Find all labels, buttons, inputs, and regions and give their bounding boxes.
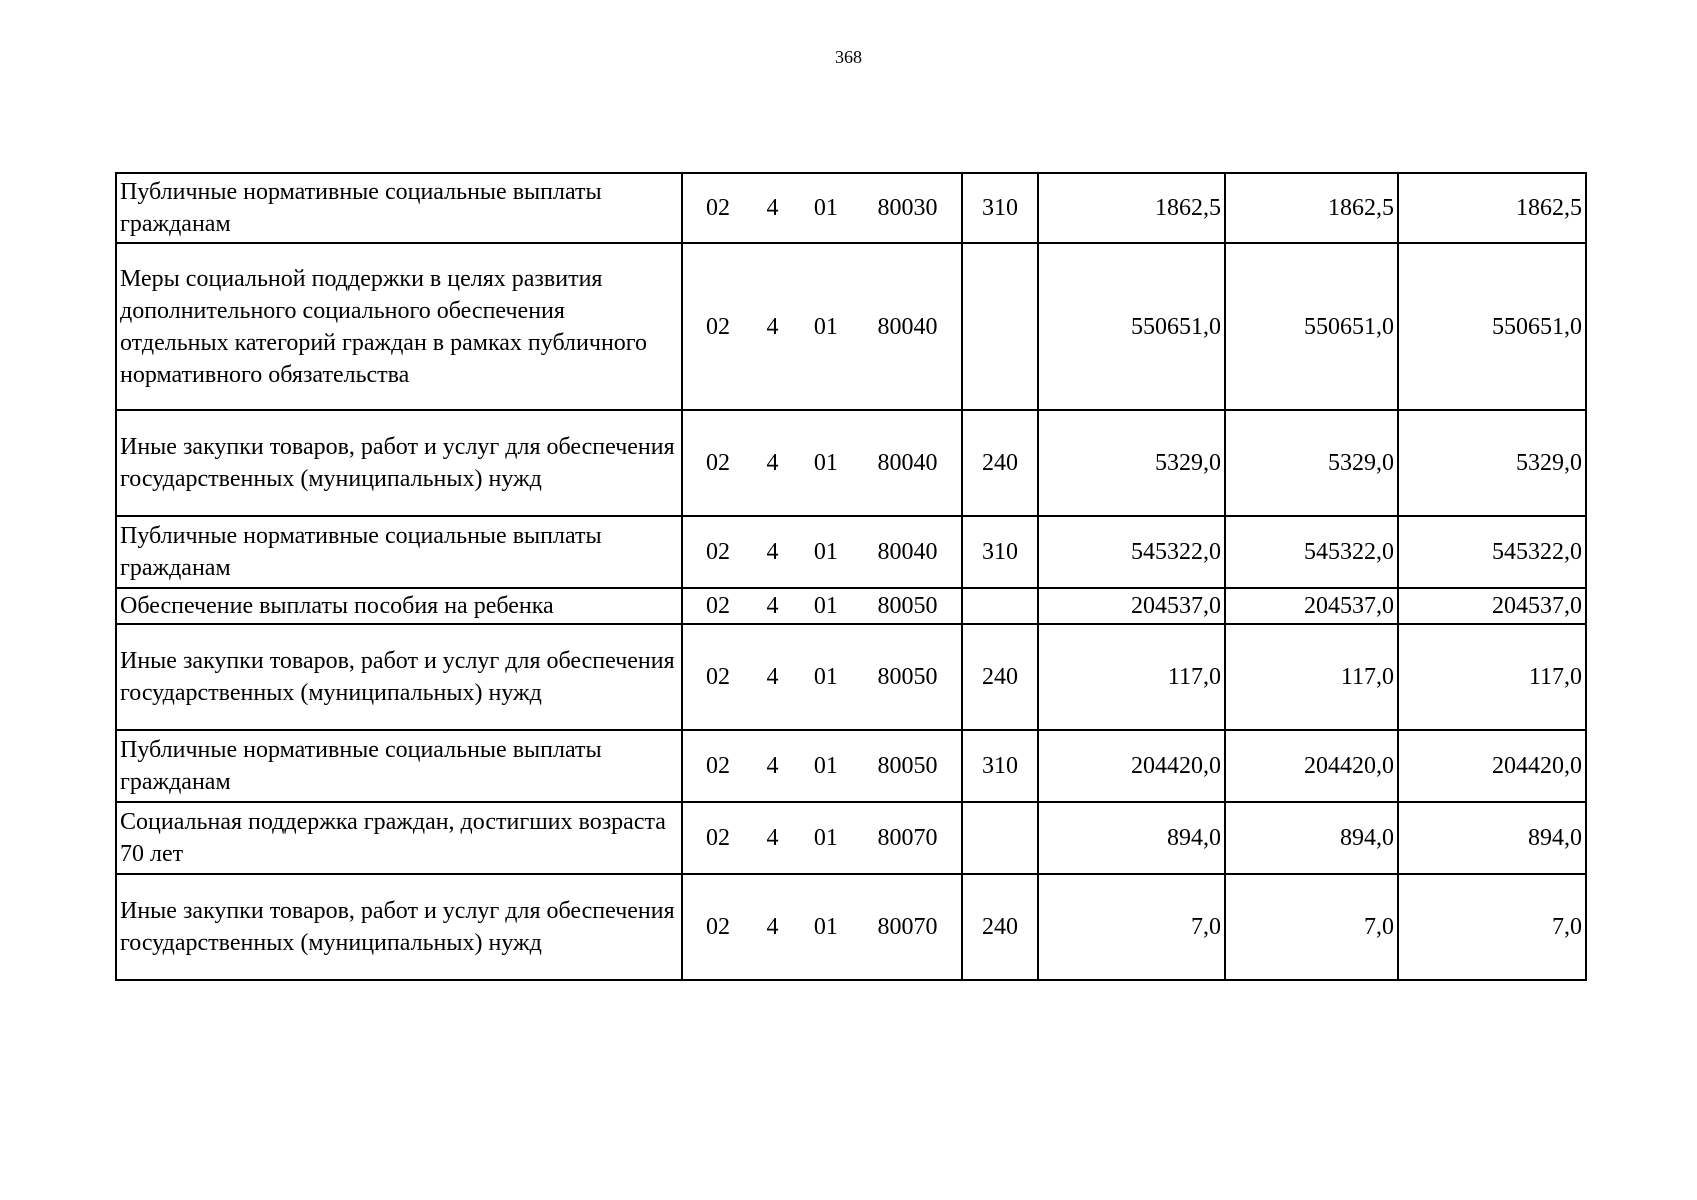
amount-1: 204537,0 — [1038, 588, 1225, 624]
code-part-2: 4 — [766, 450, 779, 476]
code-part-4: 80050 — [877, 753, 938, 779]
code-part-2: 4 — [766, 539, 779, 565]
code-part-3: 01 — [813, 753, 838, 779]
item-name: Публичные нормативные социальные выплаты гражданам — [116, 173, 682, 243]
amount-1: 5329,0 — [1038, 410, 1225, 516]
code-part-3: 01 — [813, 664, 838, 690]
amount-1: 117,0 — [1038, 624, 1225, 730]
amount-2: 204537,0 — [1225, 588, 1398, 624]
amount-1: 1862,5 — [1038, 173, 1225, 243]
item-name: Публичные нормативные социальные выплаты гражданам — [116, 516, 682, 588]
code-part-1: 02 — [706, 313, 731, 340]
code-part-4: 80070 — [877, 825, 938, 851]
code-part-4: 80030 — [877, 195, 938, 221]
expense-type: 310 — [962, 173, 1038, 243]
expense-type: 240 — [962, 624, 1038, 730]
amount-1: 545322,0 — [1038, 516, 1225, 588]
amount-3: 204420,0 — [1398, 730, 1586, 802]
expense-type: 240 — [962, 874, 1038, 980]
code-part-2: 4 — [766, 195, 779, 221]
item-name: Иные закупки товаров, работ и услуг для обеспечения государственных (муниципальных) нужд — [116, 410, 682, 516]
amount-1: 7,0 — [1038, 874, 1225, 980]
amount-3: 7,0 — [1398, 874, 1586, 980]
amount-3: 5329,0 — [1398, 410, 1586, 516]
amount-1: 894,0 — [1038, 802, 1225, 874]
table-row — [116, 730, 1586, 802]
code-part-1: 02 — [706, 664, 731, 690]
code-part-1: 02 — [706, 914, 731, 940]
table-row — [116, 624, 1586, 730]
program-code — [682, 874, 962, 980]
code-part-2: 4 — [766, 593, 779, 619]
code-part-1: 02 — [706, 539, 731, 565]
item-name: Меры социальной поддержки в целях развития дополнительного социального обеспечения отдельных категорий граждан в рамках публичного нормативного обязательства — [116, 243, 682, 410]
code-part-2: 4 — [766, 914, 779, 940]
amount-2: 894,0 — [1225, 802, 1398, 874]
code-part-3: 01 — [813, 825, 838, 851]
amount-3: 1862,5 — [1398, 173, 1586, 243]
table-row — [116, 874, 1586, 980]
item-name: Обеспечение выплаты пособия на ребенка — [116, 588, 682, 624]
expense-type: 310 — [962, 730, 1038, 802]
expense-type: 240 — [962, 410, 1038, 516]
page-number: 368 — [835, 47, 862, 67]
expense-type — [962, 588, 1038, 624]
amount-3: 550651,0 — [1398, 243, 1586, 410]
table-body — [116, 173, 1586, 980]
code-part-3: 01 — [813, 914, 838, 940]
code-part-3: 01 — [813, 539, 838, 565]
code-part-1: 02 — [706, 825, 731, 851]
table-row — [116, 588, 1586, 624]
code-part-2: 4 — [766, 825, 779, 851]
program-code — [682, 410, 962, 516]
expense-type: 310 — [962, 516, 1038, 588]
amount-3: 894,0 — [1398, 802, 1586, 874]
item-name: Иные закупки товаров, работ и услуг для обеспечения государственных (муниципальных) нужд — [116, 874, 682, 980]
code-part-4: 80040 — [877, 539, 938, 565]
table-row — [116, 173, 1586, 243]
code-part-3: 01 — [813, 313, 838, 340]
program-code — [682, 730, 962, 802]
program-code — [682, 173, 962, 243]
program-code — [682, 802, 962, 874]
table-row — [116, 410, 1586, 516]
program-code — [682, 624, 962, 730]
program-code — [682, 243, 962, 410]
item-name: Иные закупки товаров, работ и услуг для обеспечения государственных (муниципальных) нужд — [116, 624, 682, 730]
code-part-2: 4 — [766, 313, 779, 340]
code-part-4: 80050 — [877, 593, 938, 619]
code-part-3: 01 — [813, 195, 838, 221]
amount-3: 545322,0 — [1398, 516, 1586, 588]
amount-2: 204420,0 — [1225, 730, 1398, 802]
amount-3: 117,0 — [1398, 624, 1586, 730]
budget-table — [115, 172, 1587, 981]
code-part-4: 80050 — [877, 664, 938, 690]
code-part-2: 4 — [766, 753, 779, 779]
code-part-1: 02 — [706, 753, 731, 779]
program-code — [682, 516, 962, 588]
table-row — [116, 802, 1586, 874]
expense-type — [962, 802, 1038, 874]
code-part-4: 80040 — [877, 313, 938, 340]
amount-2: 7,0 — [1225, 874, 1398, 980]
item-name: Публичные нормативные социальные выплаты гражданам — [116, 730, 682, 802]
code-part-1: 02 — [706, 195, 731, 221]
code-part-4: 80070 — [877, 914, 938, 940]
table-row — [116, 516, 1586, 588]
code-part-2: 4 — [766, 664, 779, 690]
amount-1: 204420,0 — [1038, 730, 1225, 802]
item-name: Социальная поддержка граждан, достигших возраста 70 лет — [116, 802, 682, 874]
amount-2: 550651,0 — [1225, 243, 1398, 410]
code-part-1: 02 — [706, 450, 731, 476]
amount-2: 5329,0 — [1225, 410, 1398, 516]
code-part-3: 01 — [813, 593, 838, 619]
code-part-4: 80040 — [877, 450, 938, 476]
code-part-1: 02 — [706, 593, 731, 619]
amount-2: 117,0 — [1225, 624, 1398, 730]
amount-1: 550651,0 — [1038, 243, 1225, 410]
amount-2: 545322,0 — [1225, 516, 1398, 588]
program-code — [682, 588, 962, 624]
amount-3: 204537,0 — [1398, 588, 1586, 624]
expense-type — [962, 243, 1038, 410]
table-row — [116, 243, 1586, 410]
amount-2: 1862,5 — [1225, 173, 1398, 243]
code-part-3: 01 — [813, 450, 838, 476]
